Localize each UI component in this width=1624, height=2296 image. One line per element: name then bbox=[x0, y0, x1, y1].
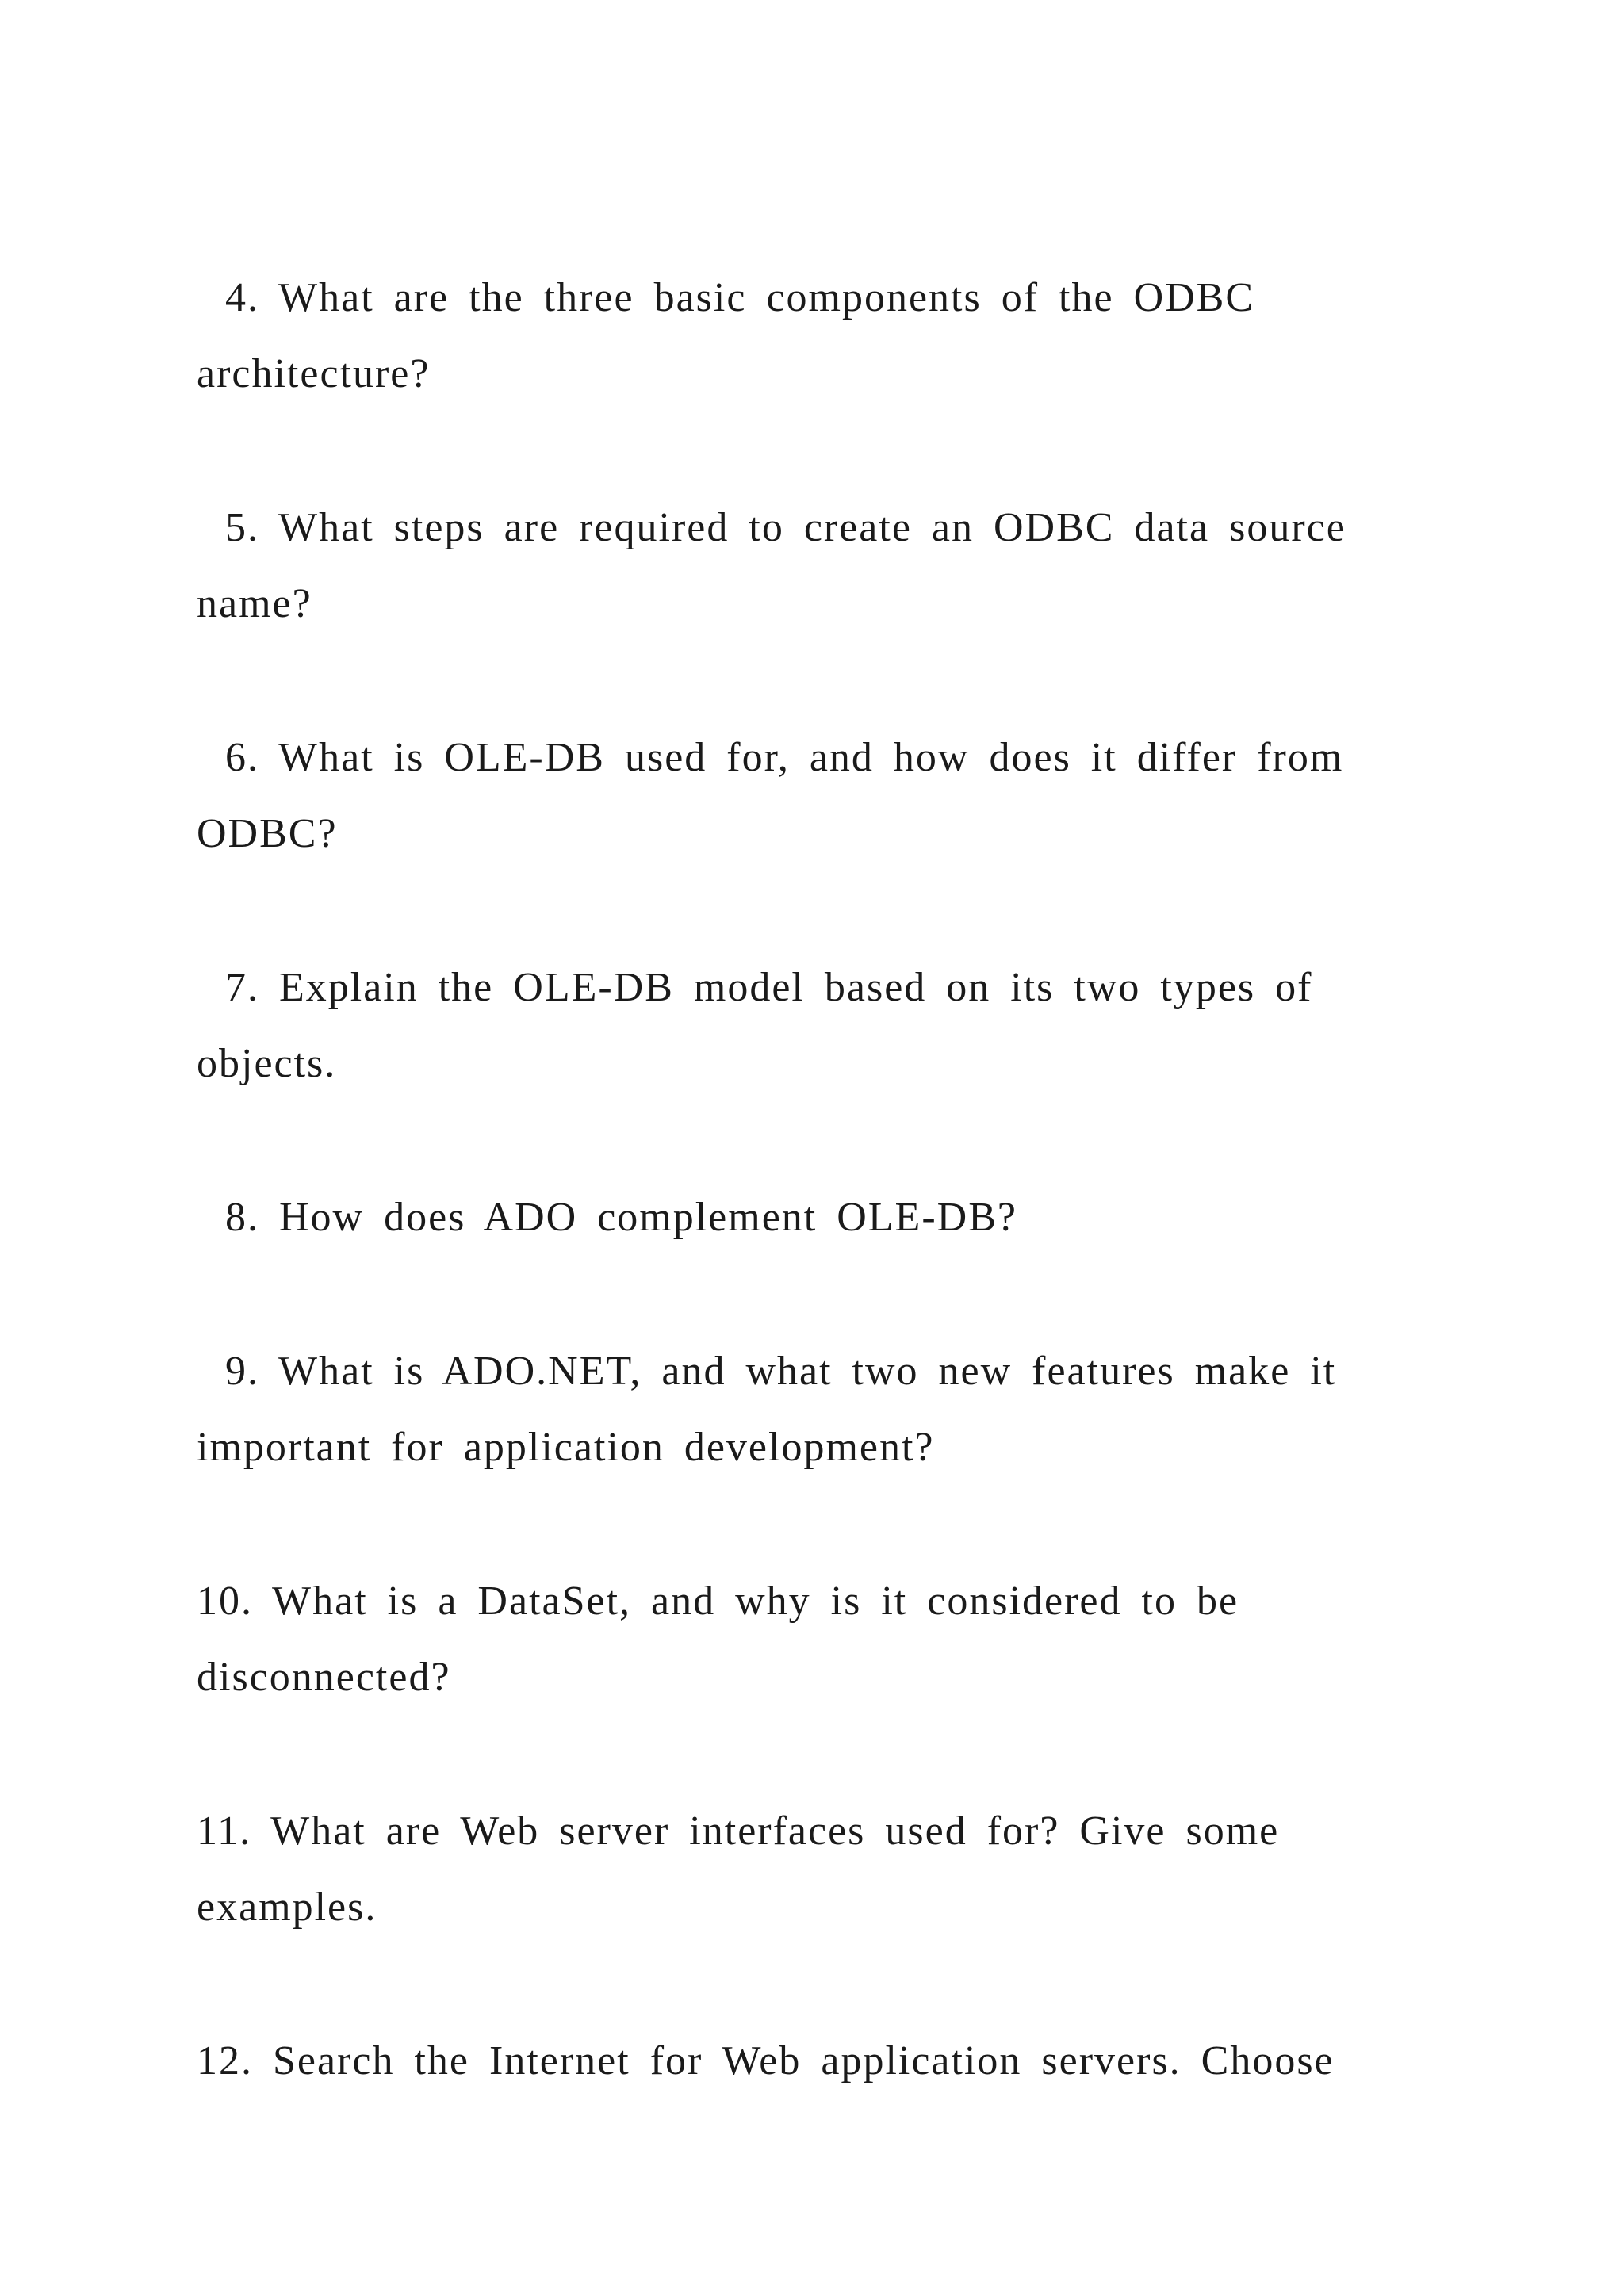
question-7-line-1: 7. Explain the OLE-DB model based on its two types of bbox=[225, 965, 1313, 1010]
question-6-line-1: 6. What is OLE-DB used for, and how does it differ from bbox=[225, 735, 1344, 780]
question-6 bbox=[197, 720, 1370, 872]
question-10-line-1: 10. What is a DataSet, and why is it considered to be bbox=[197, 1578, 1239, 1624]
question-7-line-2: objects. bbox=[197, 1041, 337, 1086]
question-10-line-2: disconnected? bbox=[197, 1655, 451, 1700]
question-9-line-1: 9. What is ADO.NET, and what two new features make it bbox=[225, 1349, 1337, 1394]
question-7 bbox=[197, 950, 1370, 1102]
question-11-line-1: 11. What are Web server interfaces used for? Give some bbox=[197, 1808, 1280, 1854]
question-5 bbox=[197, 490, 1370, 642]
question-10 bbox=[197, 1563, 1370, 1716]
question-4-line-1: 4. What are the three basic components of the ODBC bbox=[225, 275, 1255, 320]
question-8-line-1: 8. How does ADO complement OLE-DB? bbox=[225, 1195, 1017, 1240]
question-11-line-2: examples. bbox=[197, 1885, 377, 1930]
question-4-line-2: architecture? bbox=[197, 351, 431, 396]
question-12-line-1: 12. Search the Internet for Web application servers. Choose bbox=[197, 2038, 1335, 2084]
question-8 bbox=[197, 1180, 1370, 1256]
question-4 bbox=[197, 260, 1370, 412]
question-5-line-1: 5. What steps are required to create an ODBC data source bbox=[225, 505, 1346, 550]
question-9-line-2: important for application development? bbox=[197, 1425, 935, 1470]
question-9 bbox=[197, 1334, 1370, 1486]
question-5-line-2: name? bbox=[197, 581, 312, 626]
question-12 bbox=[197, 2023, 1370, 2099]
question-11 bbox=[197, 1793, 1370, 1946]
question-6-line-2: ODBC? bbox=[197, 811, 338, 856]
